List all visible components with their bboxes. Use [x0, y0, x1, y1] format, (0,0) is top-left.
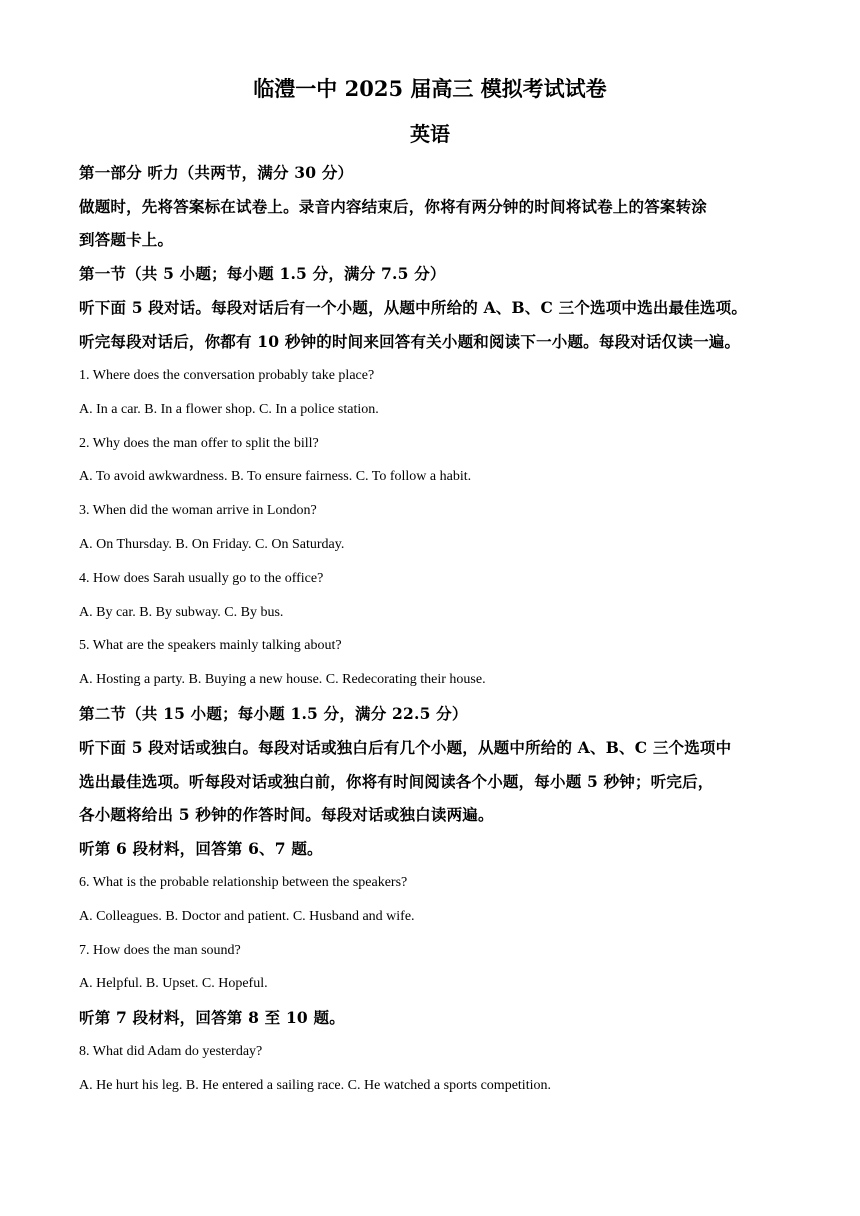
part1-instruction-line2: 到答题卡上。 [79, 230, 174, 249]
question-4-options: A. By car. B. By subway. C. By bus. [79, 605, 284, 620]
material7-heading: 听第 7 段材料，回答第 8 至 10 题。 [79, 1008, 345, 1027]
subject-title: 英语 [410, 122, 450, 146]
section1-instruction-line1: 听下面 5 段对话。每段对话后有一个小题，从题中所给的 A、B、C 三个选项中选出最佳选项。 [79, 298, 748, 317]
section2-instruction-line3: 各小题将给出 5 秒钟的作答时间。每段对话或独白读两遍。 [79, 805, 494, 824]
question-4: 4. How does Sarah usually go to the office? [79, 571, 324, 586]
exam-title: 临澧一中 2025 届高三 模拟考试试卷 [253, 76, 607, 101]
question-2: 2. Why does the man offer to split the bill? [79, 436, 319, 451]
section1-heading: 第一节（共 5 小题；每小题 1.5 分，满分 7.5 分） [79, 264, 446, 283]
section1-instruction-line2: 听完每段对话后，你都有 10 秒钟的时间来回答有关小题和阅读下一小题。每段对话仅读一遍。 [79, 332, 741, 351]
question-7: 7. How does the man sound? [79, 943, 241, 958]
part1-heading: 第一部分 听力（共两节，满分 30 分） [79, 163, 354, 182]
question-5-options: A. Hosting a party. B. Buying a new house. C. Redecorating their house. [79, 672, 486, 687]
material6-heading: 听第 6 段材料，回答第 6、7 题。 [79, 839, 323, 858]
question-6-options: A. Colleagues. B. Doctor and patient. C. Husband and wife. [79, 909, 415, 924]
part1-instruction-line1: 做题时，先将答案标在试卷上。录音内容结束后，你将有两分钟的时间将试卷上的答案转涂 [79, 197, 708, 216]
question-8: 8. What did Adam do yesterday? [79, 1044, 263, 1059]
question-5: 5. What are the speakers mainly talking about? [79, 638, 342, 653]
question-1-options: A. In a car. B. In a flower shop. C. In a police station. [79, 402, 379, 417]
section2-instruction-line1: 听下面 5 段对话或独白。每段对话或独白后有几个小题，从题中所给的 A、B、C 三个选项中 [79, 738, 732, 757]
question-3: 3. When did the woman arrive in London? [79, 503, 317, 518]
section2-instruction-line2: 选出最佳选项。听每段对话或独白前，你将有时间阅读各个小题，每小题 5 秒钟；听完后， [79, 772, 714, 791]
question-2-options: A. To avoid awkwardness. B. To ensure fairness. C. To follow a habit. [79, 469, 472, 484]
question-6: 6. What is the probable relationship between the speakers? [79, 875, 408, 890]
question-1: 1. Where does the conversation probably take place? [79, 368, 375, 383]
question-8-options: A. He hurt his leg. B. He entered a sailing race. C. He watched a sports competition. [79, 1078, 551, 1093]
question-7-options: A. Helpful. B. Upset. C. Hopeful. [79, 976, 268, 991]
question-3-options: A. On Thursday. B. On Friday. C. On Saturday. [79, 537, 345, 552]
section2-heading: 第二节（共 15 小题；每小题 1.5 分，满分 22.5 分） [79, 704, 468, 723]
